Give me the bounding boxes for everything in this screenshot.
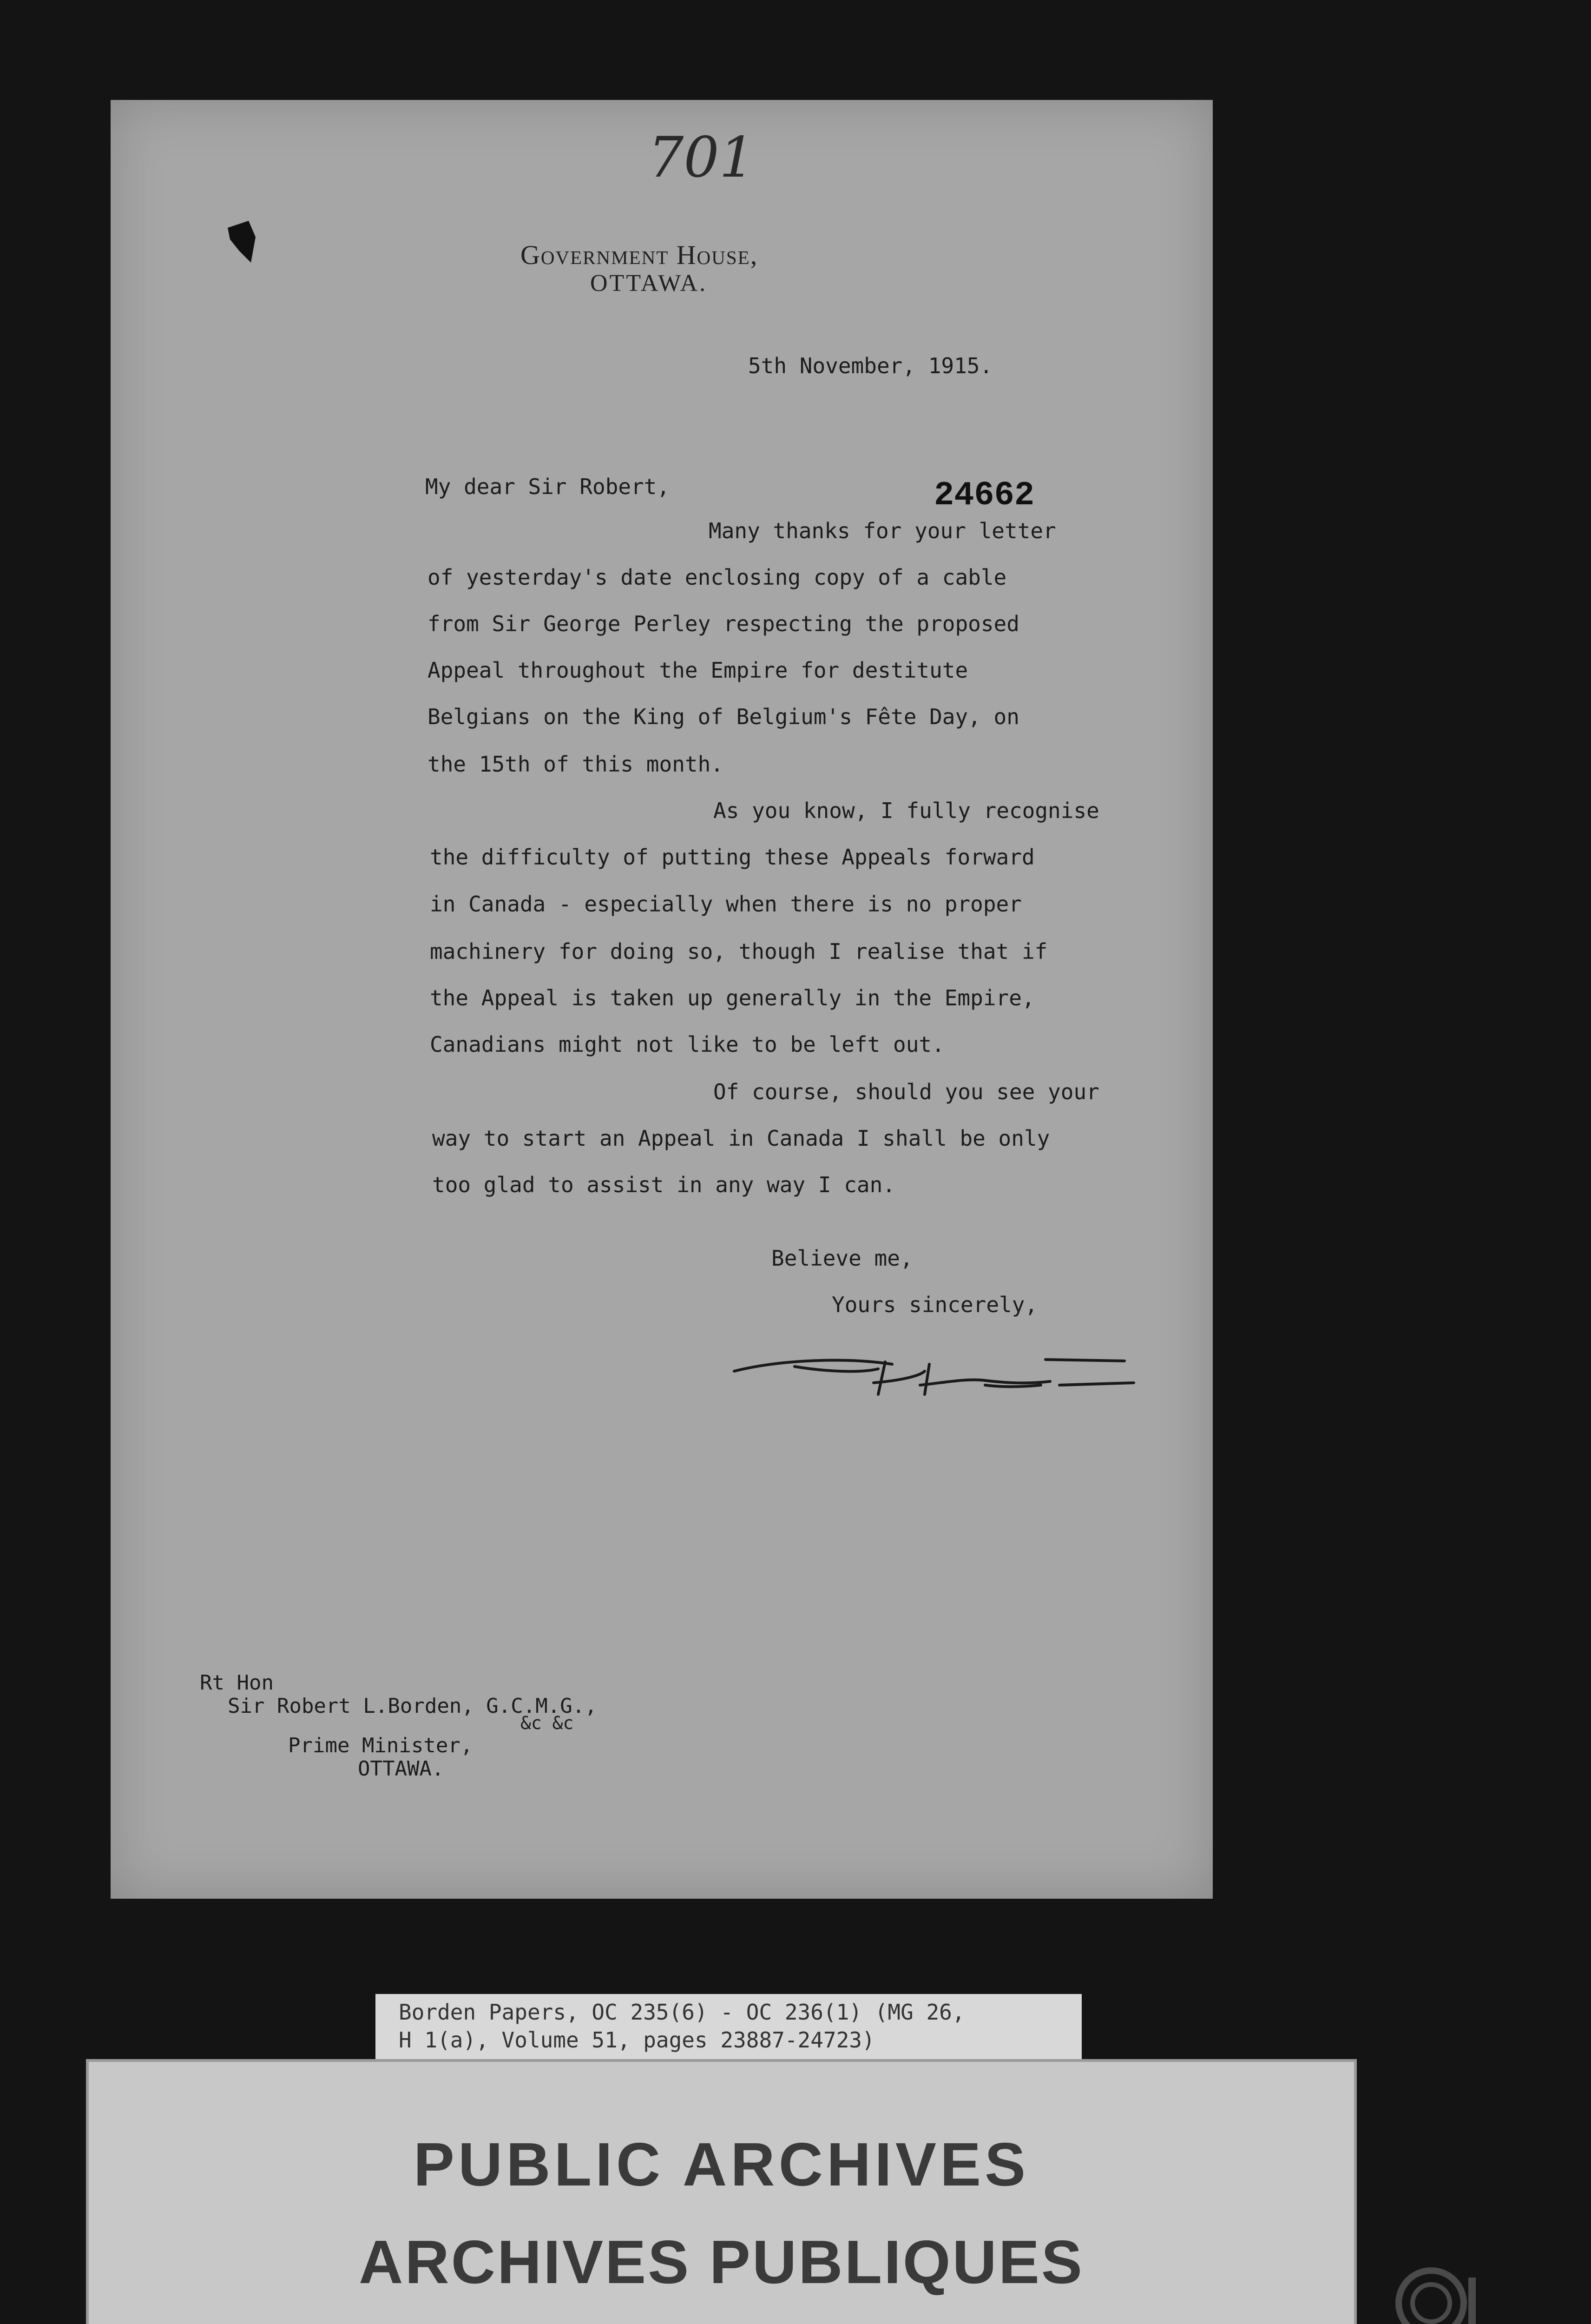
body-line: the difficulty of putting these Appeals forward [430,845,1035,870]
body-line: of yesterday's date enclosing copy of a cable [427,565,1007,590]
folio-number: 701 [648,125,755,190]
body-line: way to start an Appeal in Canada I shall be only [432,1126,1050,1151]
address-line2: Sir Robert L.Borden, G.C.M.G., [228,1694,597,1718]
archives-emblem-icon [1392,2259,1480,2324]
address-line1: Rt Hon [200,1671,274,1695]
closing-line2: Yours sincerely, [832,1292,1038,1317]
handwritten-signature [725,1339,1143,1404]
body-line: Canadians might not like to be left out. [430,1032,945,1057]
letterhead-line1: Government House, [520,240,758,270]
pin-mark [223,218,265,270]
archive-card-line1: PUBLIC ARCHIVES [413,2130,1030,2199]
archive-card [86,2059,1357,2324]
body-line: As you know, I fully recognise [713,798,1099,823]
reference-line1: Borden Papers, OC 235(6) - OC 236(1) (MG 26, [399,2000,965,2025]
body-line: Belgians on the King of Belgium's Fête Day, on [427,704,1019,729]
body-line: in Canada - especially when there is no proper [430,891,1022,917]
body-line: machinery for doing so, though I realise that if [430,939,1048,964]
address-line4: Prime Minister, [288,1734,473,1757]
body-line: from Sir George Perley respecting the proposed [427,611,1019,636]
archive-card-line2: ARCHIVES PUBLIQUES [359,2228,1084,2296]
closing-line1: Believe me, [771,1246,913,1271]
body-line: Many thanks for your letter [709,518,1056,543]
body-line: the 15th of this month. [427,752,723,777]
body-line: the Appeal is taken up generally in the Empire, [430,985,1035,1010]
stamp-number: 24662 [934,476,1035,515]
letterhead-line2: OTTAWA. [590,270,708,297]
letter-date: 5th November, 1915. [748,353,993,378]
body-line: Of course, should you see your [713,1079,1099,1104]
reference-label [375,1994,1082,2059]
address-line3: &c &c [520,1713,574,1733]
body-line: Appeal throughout the Empire for destitute [427,658,968,683]
reference-line2: H 1(a), Volume 51, pages 23887-24723) [399,2027,875,2053]
address-line5: OTTAWA. [358,1757,444,1781]
body-line: too glad to assist in any way I can. [432,1172,895,1197]
salutation: My dear Sir Robert, [425,474,670,499]
